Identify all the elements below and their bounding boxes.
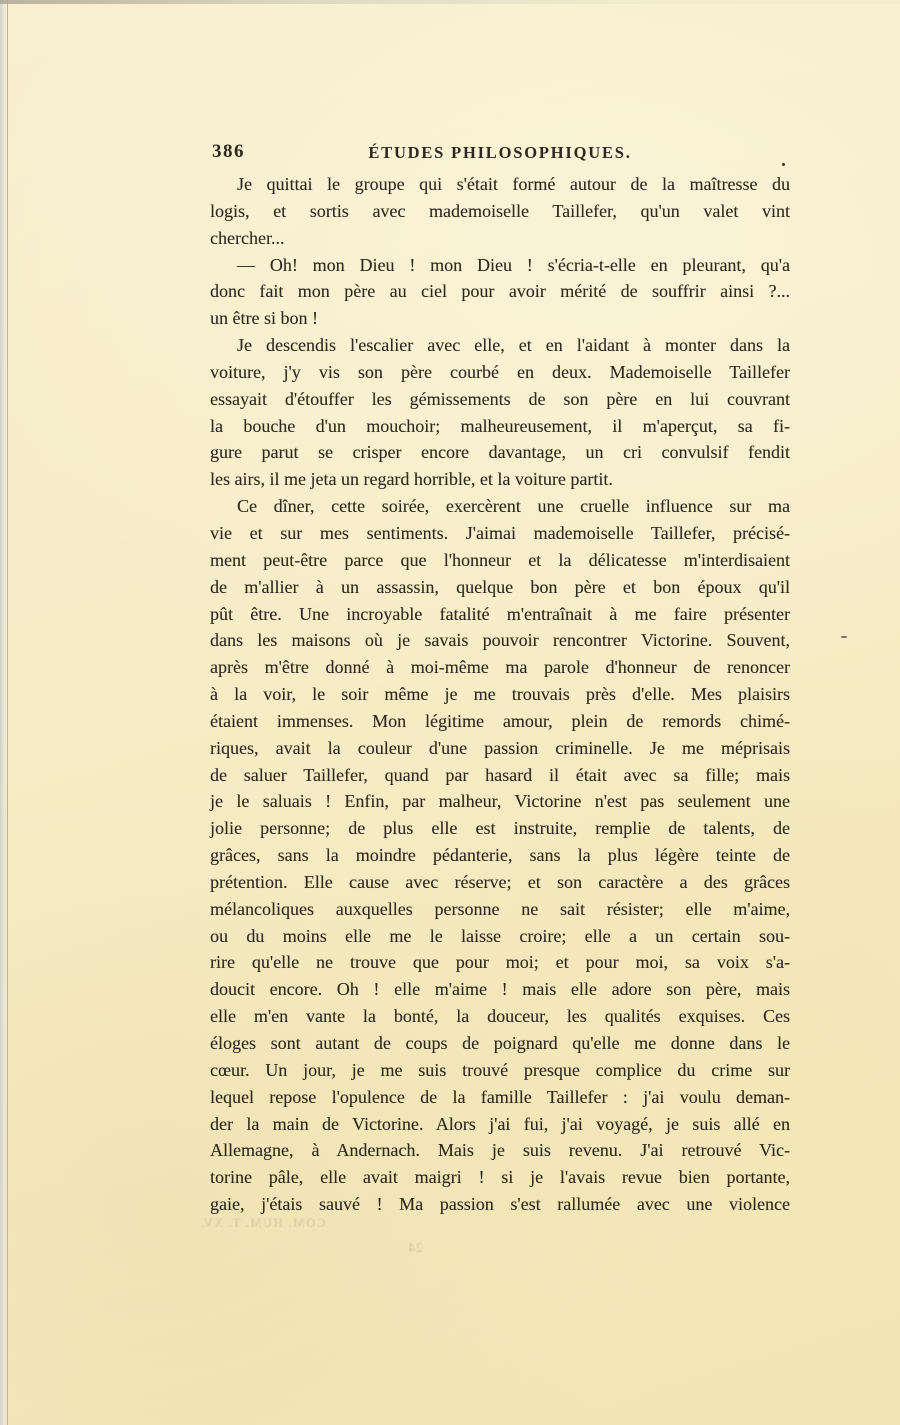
text-line: lequel repose l'opulence de la famille Taillefer : j'ai voulu deman-	[210, 1086, 790, 1107]
bleed-through-signature: COM. HUM. T. XV.	[200, 1216, 326, 1230]
text-line: cœur. Un jour, je me suis trouvé presque complice du crime sur	[210, 1059, 790, 1080]
text-line: chercher...	[210, 227, 285, 248]
text-line: rire qu'elle ne trouve que pour moi; et pour moi, sa voix s'a-	[210, 952, 790, 973]
text-line: Allemagne, à Andernach. Mais je suis revenu. J'ai retrouvé Vic-	[210, 1140, 790, 1161]
text-line: ou du moins elle me le laisse croire; elle a un certain sou-	[210, 925, 790, 946]
text-line: après m'être donné à moi-même ma parole d'honneur de renoncer	[210, 657, 790, 678]
text-line: à la voir, le soir même je me trouvais près d'elle. Mes plaisirs	[210, 684, 790, 705]
text-line: prétention. Elle cause avec réserve; et son caractère a des grâces	[210, 871, 790, 892]
text-line: étaient immenses. Mon légitime amour, plein de remords chimé-	[210, 710, 790, 731]
page-edge-left	[0, 0, 8, 1425]
text-line: un être si bon !	[210, 308, 318, 329]
text-line: grâces, sans la moindre pédanterie, sans la plus légère teinte de	[210, 845, 790, 866]
text-line: de m'allier à un assassin, quelque bon père et bon époux qu'il	[210, 576, 790, 597]
text-line: ment peut-être parce que l'honneur et la délicatesse m'interdisaient	[210, 549, 790, 570]
text-line: essayait d'étouffer les gémissements de son père en lui couvrant	[210, 388, 790, 409]
text-line: doucit encore. Oh ! elle m'aime ! mais elle adore son père, mais	[210, 979, 790, 1000]
text-line: mélancoliques auxquelles personne ne sait résister; elle m'aime,	[210, 898, 790, 919]
text-line: éloges sont autant de coups de poignard qu'elle me donne dans le	[210, 1033, 790, 1053]
text-line: gure parut se crisper encore davantage, un cri convulsif fendit	[210, 442, 790, 463]
text-line: de saluer Taillefer, quand par hasard il était avec sa fille; mais	[210, 764, 790, 785]
text-line: je le saluais ! Enfin, par malheur, Victorine n'est pas seulement une	[210, 791, 790, 812]
text-line: logis, et sortis avec mademoiselle Taillefer, qu'un valet vint	[210, 200, 790, 221]
text-line: — Oh! mon Dieu ! mon Dieu ! s'écria-t-elle en pleurant, qu'a	[237, 254, 790, 275]
text-line: pût être. Une incroyable fatalité m'entraînait à me faire présenter	[210, 603, 790, 624]
text-line: Ce dîner, cette soirée, exercèrent une cruelle influence sur ma	[237, 496, 790, 517]
text-line: donc fait mon père au ciel pour avoir mérité de souffrir ainsi ?...	[210, 281, 790, 302]
text-line: riques, avait la couleur d'une passion criminelle. Je me méprisais	[210, 737, 790, 758]
text-line: voiture, j'y vis son père courbé en deux. Mademoiselle Taillefer	[210, 361, 790, 382]
page-header	[210, 141, 790, 167]
text-line: dans les maisons où je savais pouvoir rencontrer Victorine. Souvent,	[210, 630, 790, 651]
text-line: gaie, j'étais sauvé ! Ma passion s'est rallumée avec une violence	[210, 1194, 790, 1215]
text-line: Je descendis l'escalier avec elle, et en l'aidant à monter dans la	[237, 335, 790, 356]
text-block	[210, 171, 790, 1218]
ink-speck	[841, 636, 847, 638]
text-line: jolie personne; de plus elle est instruite, remplie de talents, de	[210, 818, 790, 839]
bleed-through-page-mark: 24	[408, 1240, 423, 1255]
text-line: elle m'en vante la bonté, la douceur, les qualités exquises. Ces	[210, 1006, 790, 1027]
text-line: vie et sur mes sentiments. J'aimai mademoiselle Taillefer, précisé-	[210, 522, 790, 543]
text-line: les airs, il me jeta un regard horrible, et la voiture partit.	[210, 469, 613, 490]
ink-speck	[782, 163, 785, 166]
text-line: la bouche d'un mouchoir; malheureusement, il m'aperçut, sa fi-	[210, 415, 790, 436]
page-edge-top	[0, 0, 900, 4]
text-line: torine pâle, elle avait maigri ! si je l'avais revue bien portante,	[210, 1167, 790, 1188]
text-line: Je quittai le groupe qui s'était formé autour de la maîtresse du	[237, 174, 790, 194]
page-number: 386	[212, 141, 245, 162]
running-head: ÉTUDES PHILOSOPHIQUES.	[368, 143, 632, 162]
text-line: der la main de Victorine. Alors j'ai fui, j'ai voyagé, je suis allé en	[210, 1113, 790, 1134]
